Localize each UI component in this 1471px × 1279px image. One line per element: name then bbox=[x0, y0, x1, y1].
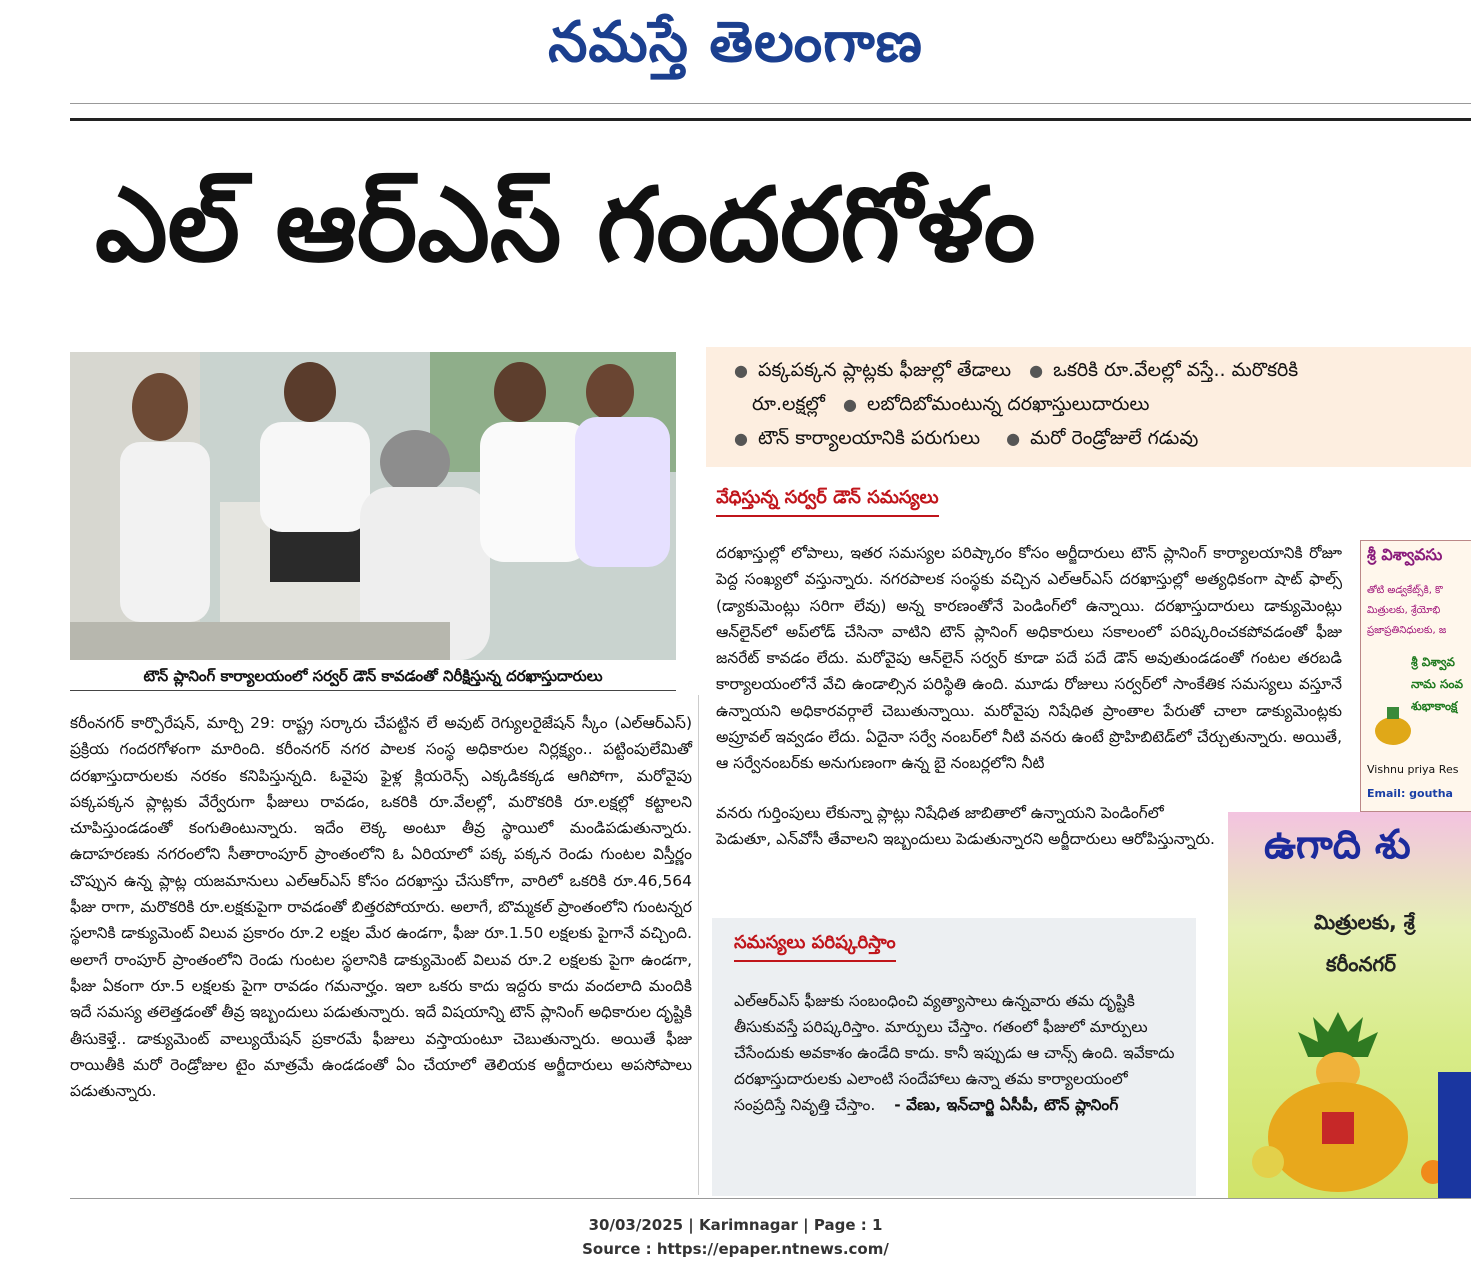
official-quote-box bbox=[712, 918, 1196, 1196]
ad1-line: ప్రజాప్రతినిధులకు, జ bbox=[1367, 625, 1447, 636]
bullet-icon: ● bbox=[1029, 361, 1044, 380]
ad2-line: మిత్రులకు, శ్రే bbox=[1314, 910, 1415, 934]
ad1-line: మిత్రులకు, శ్రేయోభి bbox=[1367, 605, 1441, 616]
footer-rule bbox=[70, 1198, 1471, 1199]
ad1-business-name: Vishnu priya Res bbox=[1367, 763, 1459, 776]
highlight-item: లబోదిబోమంటున్న దరఖాస్తులుదారులు bbox=[866, 393, 1150, 415]
bullet-icon: ● bbox=[1006, 429, 1021, 448]
kalash-icon bbox=[1369, 701, 1417, 747]
headline: ఎల్ ఆర్‌ఎస్ గందరగోళం bbox=[95, 166, 1036, 285]
ad1-line: తోటి అడ్వకేట్స్‌కి, కొ bbox=[1367, 585, 1443, 596]
news-photo bbox=[70, 352, 676, 660]
photo-illustration bbox=[70, 352, 676, 660]
left-article-body: కరీంనగర్ కార్పొరేషన్, మార్చి 29: రాష్ట్ర సర్కారు చేపట్టిన లే అవుట్ రెగ్యులరైజేషన్ స్కీం (ఎల్‌ఆర్‌ఎస్) ప్రక్రియ గందరగోళంగా మారింది. కరీంనగర్ నగర పాలక సంస్థ అధికారుల నిర్లక్ష్యం.. పట్టింపులేమితో దరఖాస్తుదారులకు నరకం కనిపిస్తున్నది. ఓవైపు ఫైళ్ల క్లియరెన్స్ ఎక్కడికక్కడ ఆగిపోగా, మరోవైపు పక్కపక్కన ప్లాట్లకు వేర్వేరుగా ఫీజులు రావడం, ఒకరికి రూ.వేలల్లో, మరొకరికి రూ.లక్షల్లో కట్టాలని చూపిస్తుండడంతో కంగుతింటున్నారు. ఇదేం లెక్క అంటూ తీవ్ర స్థాయిలో మండిపడుతున్నారు. ఉదాహరణకు నగరంలోని సీతారాంపూర్ ప్రాంతంలోని ఓ ఏరియాలో పక్క పక్కన రెండు గుంటల విస్తీర్ణం చొప్పున ఉన్న ప్లాట్ల యజమానులు ఎల్‌ఆర్‌ఎస్ కోసం దరఖాస్తు చేసుకోగా, వారిలో ఒకరికి రూ.46,564 ఫీజు రాగా, మరొకరికి రూ.లక్షకుపైగా రావడంతో బిత్తరపోయారు. అలాగే, బొమ్మకల్ ప్రాంతంలోని గుంటన్నర స్థలానికి డాక్యుమెంట్ విలువ ప్రకారం రూ.2 లక్షల మేర ఉండగా, ఫీజు రూ.1.50 లక్షలకు పైగానే వచ్చింది. అలాగే రాంపూర్ ప్రాంతంలోని రెండు గుంటల స్థలానికి డాక్యుమెంట్ విలువ రూ.2 లక్షలకు పైగా ఉండగా, ఫీజు ఏకంగా రూ.5 లక్షలకు పైగా రావడం గమనార్హం. ఇలా ఒకరు కాదు ఇద్దరు కాదు వందలాది మందికి ఇదే సమస్య తలెత్తడంతో తీవ్ర ఇబ్బందులు పడుతున్నారు. ఇదే విషయాన్ని టౌన్ ప్లానింగ్ అధికారుల దృష్టికి తీసుకెళ్తే.. డాక్యుమెంట్ వాల్యుయేషన్ ప్రకారమే ఫీజులు వస్తాయంటూ చెబుతున్నారు. అయితే ఫీజు రాయితీకి మరో రెండ్రోజుల టైం మాత్రమే ఉండడంతో ఏం చేయాలో తెలియక అర్జీదారులు అపసోపాలు పడుతున్నారు. bbox=[70, 714, 692, 1101]
highlight-item: రూ.లక్షల్లో bbox=[752, 393, 825, 415]
ad1-line: నామ సంవ bbox=[1411, 677, 1464, 691]
ad1-title: శ్రీ విశ్వావసు bbox=[1367, 545, 1443, 564]
quote-body: ఎల్‌ఆర్‌ఎస్ ఫీజుకు సంబంధించి వ్యత్యాసాలు ఉన్నవారు తమ దృష్టికి తీసుకువస్తే పరిష్కరిస్తాం. మార్పులు చేస్తాం. గతంలో ఫీజులో మార్పులు చేసేందుకు అవకాశం ఉండేది కాదు. కానీ ఇప్పుడు ఆ చాన్స్ ఉంది. ఇవేకాదు దరఖాస్తుదారులకు ఎలాంటి సందేహాలు ఉన్నా తమ కార్యాలయంలో సంప్రదిస్తే నివృత్తి చేస్తాం. bbox=[734, 992, 1175, 1114]
quote-attribution: - వేణు, ఇన్‌చార్జి ఏసీపీ, టౌన్ ప్లానింగ్ bbox=[894, 1096, 1119, 1114]
bullet-icon: ● bbox=[734, 361, 748, 380]
subheading-server-down: వేధిస్తున్న సర్వర్ డౌన్ సమస్యలు bbox=[716, 487, 939, 517]
ad1-greeting bbox=[1411, 651, 1463, 717]
footer-source: Source : https://epaper.ntnews.com/ bbox=[582, 1240, 889, 1258]
highlight-item: ఒకరికి రూ.వేలల్లో వస్తే.. మరొకరికి bbox=[1053, 359, 1299, 381]
masthead bbox=[0, 0, 1471, 95]
highlight-row-2 bbox=[734, 393, 1150, 420]
footer-edition-info: 30/03/2025 | Karimnagar | Page : 1 bbox=[588, 1216, 883, 1234]
ad1-email: Email: goutha bbox=[1367, 787, 1453, 800]
quote-text bbox=[734, 988, 1184, 1118]
highlight-item: మరో రెండ్రోజులే గడువు bbox=[1030, 427, 1199, 449]
highlight-item: పక్కపక్కన ప్లాట్లకు ఫీజుల్లో తేడాలు bbox=[757, 359, 1012, 381]
right-article-body-continued: వనరు గుర్తింపులు లేకున్నా ప్లాట్లు నిషేధిత జాబితాలో ఉన్నాయని పెండింగ్‌లో పెడుతూ, ఎన్‌వోసీ తేవాలని ఇబ్బందులు పెడుతున్నారని అర్జీదారులు ఆరోపిస్తున్నారు. bbox=[716, 804, 1215, 849]
column-rule bbox=[698, 695, 699, 1195]
ad1-line: శ్రీ విశ్వావ bbox=[1411, 655, 1455, 669]
highlight-row-3 bbox=[734, 427, 1198, 454]
masthead-rule-thin bbox=[70, 103, 1471, 104]
ad2-title: ఉగాది శు bbox=[1264, 822, 1411, 868]
advertisement-ugadi bbox=[1228, 812, 1471, 1198]
advertisement-greeting-1 bbox=[1360, 540, 1471, 812]
ad1-line: శుభాకాంక్ష bbox=[1411, 699, 1458, 713]
highlight-row-1 bbox=[734, 359, 1298, 386]
photo-caption: టౌన్ ప్లానింగ్ కార్యాలయంలో సర్వర్ డౌన్ కావడంతో నిరీక్షిస్తున్న దరఖాస్తుదారులు bbox=[70, 662, 676, 691]
ad1-lines bbox=[1367, 581, 1446, 641]
ad2-line: కరీంనగర్ bbox=[1326, 952, 1396, 976]
highlights-box bbox=[706, 347, 1471, 467]
masthead-rule bbox=[70, 118, 1471, 121]
bullet-icon: ● bbox=[843, 395, 857, 414]
subheading-will-resolve: సమస్యలు పరిష్కరిస్తాం bbox=[734, 932, 896, 962]
ugadi-pot-icon bbox=[1238, 1012, 1471, 1198]
highlight-item: టౌన్ కార్యాలయానికి పరుగులు bbox=[757, 427, 981, 449]
bullet-icon: ● bbox=[734, 429, 748, 448]
newspaper-logo: నమస్తే తెలంగాణ bbox=[548, 10, 923, 75]
right-article-body: దరఖాస్తుల్లో లోపాలు, ఇతర సమస్యల పరిష్కారం కోసం అర్జీదారులు టౌన్ ప్లానింగ్ కార్యాలయానికి రోజూ పెద్ద సంఖ్యలో వస్తున్నారు. నగరపాలక సంస్థకు వచ్చిన ఎల్‌ఆర్‌ఎస్ దరఖాస్తుల్లో అత్యధికంగా షాట్ ఫాల్స్ (డ్యాకుమెంట్లు సరిగా లేవు) అన్న కారణంతోనే పెండింగ్‌లో ఉన్నాయి. దరఖాస్తుదారులు డాక్యుమెంట్లు ఆన్‌లైన్‌లో అప్‌లోడ్ చేసినా వాటిని టౌన్ ప్లానింగ్ అధికారులు సకాలంలో పరిష్కరించకపోవడంతో ఫీజు జనరేట్ కావడం లేదు. మరోవైపు ఆన్‌లైన్ సర్వర్ కూడా పదే పదే డౌన్ అవుతుండడంతో గంటల తరబడి కార్యాలయంలోనే వేచి ఉండాల్సిన పరిస్థితి ఉంది. మూడు రోజులు సర్వర్‌లో సాంకేతిక సమస్యలు వస్తూనే ఉన్నాయని అధికారవర్గాలే చెబుతున్నాయి. మరోవైపు నిషేధిత ప్రాంతాల పేరుతో చాలా డాక్యుమెంట్లకు అప్రూవల్ ఇవ్వడం లేదు. ఏదైనా సర్వే నంబర్‌లో నీటి వనరు ఉంటే ప్రొహిబిటెడ్‌లో చేర్చుతున్నారు. అయితే, ఆ సర్వేనంబర్‌కు అనుగుణంగా ఉన్న బై నంబర్లలోని నీటి bbox=[716, 544, 1342, 773]
